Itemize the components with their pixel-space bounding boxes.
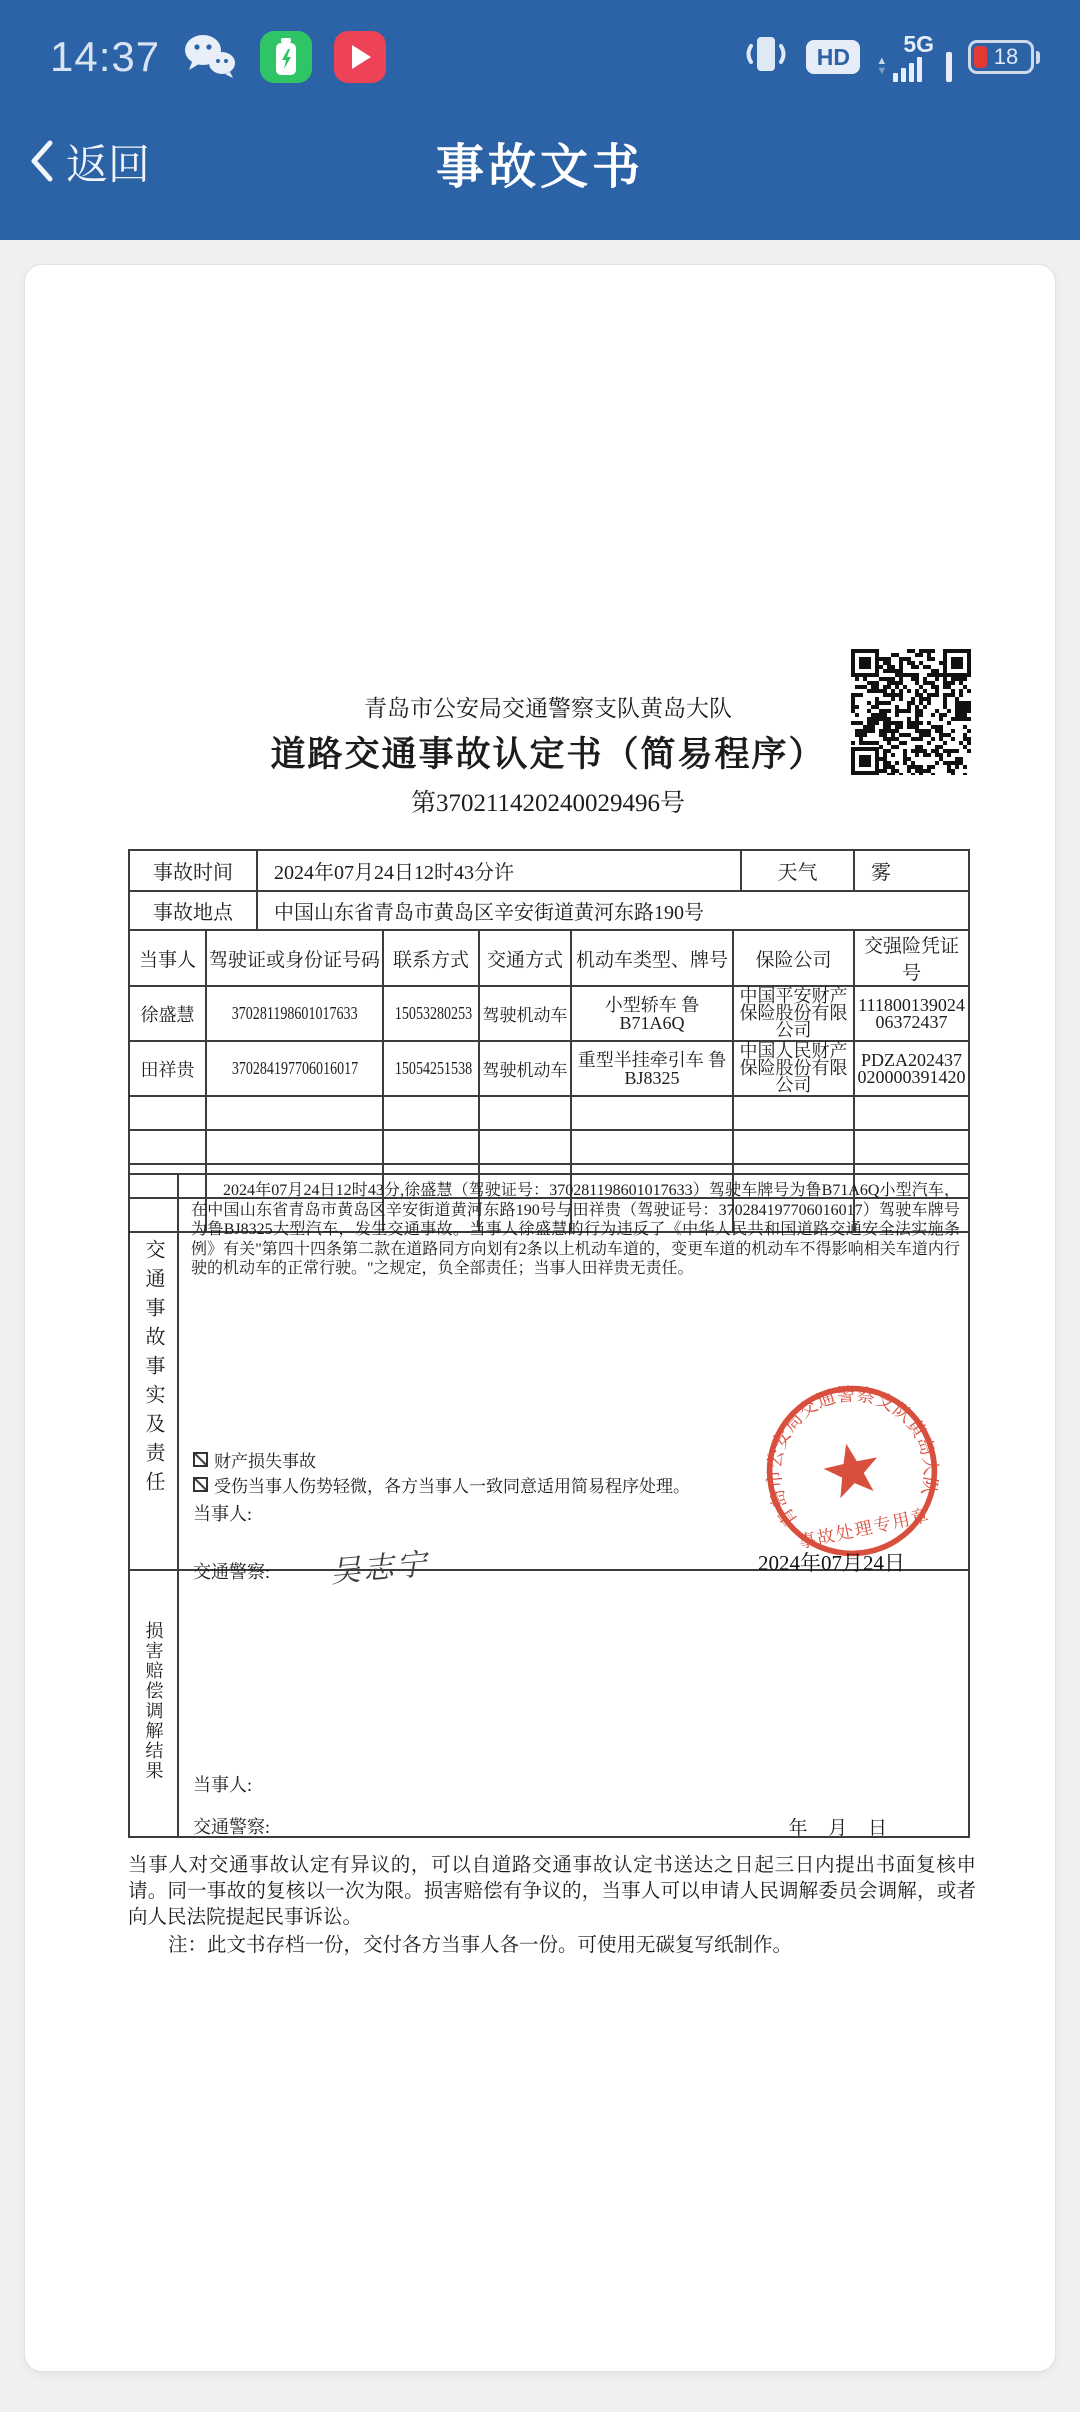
document-card <box>24 264 1056 2372</box>
sections-table <box>128 1173 970 1838</box>
accident-document <box>25 265 1055 2371</box>
party-sign-label: 当事人: <box>193 1504 253 1524</box>
party-id: 370284197706016017 <box>231 1058 358 1078</box>
accident-type-line <box>193 1447 316 1472</box>
fact-section-row <box>129 1174 969 1570</box>
status-bar <box>0 0 1080 100</box>
back-label: 返回 <box>66 141 151 188</box>
col-party: 当事人 <box>129 930 206 986</box>
fact-section-label-cell <box>129 1174 178 1570</box>
accident-location-value: 中国山东省青岛市黄岛区辛安街道黄河东路190号 <box>257 891 969 930</box>
party-vehicle: 小型轿车 鲁B71A6Q <box>571 986 733 1041</box>
signal-bars-icon <box>893 57 922 82</box>
status-right <box>742 30 1040 82</box>
parties-header-row <box>129 930 969 986</box>
decision-date: 2024年07月24日 <box>758 1551 905 1575</box>
archive-note: 注：此文书存档一份，交付各方当事人各一份。可使用无碳复写纸制作。 <box>168 1935 793 1956</box>
party-id: 370281198601017633 <box>231 1003 358 1023</box>
signal-5g-icon <box>876 30 952 82</box>
top-blue-area <box>0 0 1080 240</box>
police-signature: 吴志宁 <box>328 1547 431 1590</box>
party-vehicle: 重型半挂牵引车 鲁BJ8325 <box>571 1041 733 1096</box>
checkbox-checked-icon <box>193 1477 208 1492</box>
checkbox-checked-icon <box>193 1452 208 1467</box>
minor-injury-label: 受伤当事人伤势轻微，各方当事人一致同意适用简易程序处理。 <box>214 1477 690 1496</box>
weather-value: 雾 <box>854 850 969 891</box>
wechat-icon <box>182 31 238 84</box>
date-blank: 年 月 日 <box>788 1818 887 1839</box>
party-phone: 15054251538 <box>394 1058 473 1078</box>
party-policy: PDZA202437020000391420 <box>854 1041 969 1096</box>
nav-bar <box>0 100 1080 240</box>
document-title: 道路交通事故认定书（简易程序） <box>270 735 826 774</box>
signal-bar-sim2-icon <box>946 52 952 82</box>
mediation-party-label: 当事人: <box>193 1775 253 1795</box>
party-phone: 15053280253 <box>394 1003 473 1023</box>
mediation-content <box>178 1570 969 1837</box>
network-type: 5G <box>903 30 934 57</box>
fact-section-content <box>178 1174 969 1590</box>
accident-time-label: 事故时间 <box>129 850 257 891</box>
col-policy-no: 交强险凭证号 <box>854 930 969 986</box>
issuing-org: 青岛市公安局交通警察支队黄岛大队 <box>364 696 732 721</box>
accident-time-value: 2024年07月24日12时43分许 <box>257 850 741 891</box>
table-row <box>129 850 969 891</box>
weather-label: 天气 <box>741 850 854 891</box>
party-name: 田祥贵 <box>129 1041 206 1096</box>
video-app-icon <box>334 31 386 83</box>
mediation-label: 损害赔偿调解结果 <box>143 1621 164 1781</box>
mediation-section-row <box>129 1570 969 1837</box>
party-row <box>129 986 969 1041</box>
col-contact: 联系方式 <box>383 930 479 986</box>
col-vehicle: 机动车类型、牌号 <box>571 930 733 986</box>
mediation-label-cell <box>129 1570 178 1837</box>
accident-location-label: 事故地点 <box>129 891 257 930</box>
col-license-id: 驾驶证或身份证号码 <box>206 930 383 986</box>
clock: 14:37 <box>50 33 161 80</box>
party-mode: 驾驶机动车 <box>479 1041 571 1096</box>
battery-cap <box>1036 51 1040 64</box>
party-name: 徐盛慧 <box>129 986 206 1041</box>
hd-badge: HD <box>806 40 860 74</box>
police-sign-label: 交通警察: <box>193 1562 271 1582</box>
star-icon <box>819 1438 883 1500</box>
col-traffic-mode: 交通方式 <box>479 930 571 986</box>
appeal-notice: 当事人对交通事故认定有异议的，可以自道路交通事故认定书送达之日起三日内提出书面复核申请。同一事故的复核以一次为限。损害赔偿有争议的，当事人可以申请人民调解委员会调解，或者向人民法院提起民事诉讼。 <box>128 1855 976 1928</box>
battery-app-icon <box>260 31 312 83</box>
data-arrows-icon: ▲ ▼ <box>876 54 888 77</box>
document-footer <box>128 1853 976 1959</box>
empty-row <box>129 1130 969 1164</box>
col-insurer: 保险公司 <box>733 930 854 986</box>
stamp-ring-text: 青岛市公安局交通警察支队黄岛大队 <box>763 1384 941 1531</box>
fact-paragraph: 2024年07月24日12时43分,徐盛慧（驾驶证号：370281198601017633）驾驶车牌号为鲁B71A6Q小型汽车，在中国山东省青岛市黄岛区辛安街道黄河东路190号与田祥贵（驾驶证号：370284197706016017）驾驶车牌号为鲁BJ8325大型汽车，发生交通事故。当事人徐盛慧的行为违反了《中华人民共和国道路交通安全法实施条例》有关"第四十四条第二款在道路同方向划有2条以上机动车道的，变更车道的机动车不得影响相关车道内行驶的机动车的正常行驶。"之规定，负全部责任；当事人田祥贵无责任。 <box>191 1182 960 1277</box>
empty-row <box>129 1096 969 1130</box>
accident-type-label: 财产损失事故 <box>214 1452 316 1471</box>
party-insurer: 中国人民财产保险股份有限公司 <box>733 1041 854 1096</box>
accident-info-table <box>128 849 970 931</box>
page-title: 事故文书 <box>435 141 644 194</box>
mediation-police-label: 交通警察: <box>193 1817 271 1837</box>
party-policy: 11180013902406372437 <box>854 986 969 1041</box>
document-number: 第370211420240029496号 <box>410 790 686 817</box>
minor-injury-line <box>193 1472 690 1497</box>
party-row <box>129 1041 969 1096</box>
party-mode: 驾驶机动车 <box>479 986 571 1041</box>
battery-indicator <box>968 40 1040 74</box>
fact-section-label: 交通事故事实及责任 <box>142 1239 164 1500</box>
vibrate-icon <box>742 33 790 82</box>
table-row <box>129 891 969 930</box>
battery-percent: 18 <box>993 44 1019 69</box>
stamp-center-label: 事故处理专用章 <box>796 1504 933 1553</box>
party-insurer: 中国平安财产保险股份有限公司 <box>733 986 854 1041</box>
status-left <box>50 31 386 84</box>
battery-fill <box>974 46 987 68</box>
